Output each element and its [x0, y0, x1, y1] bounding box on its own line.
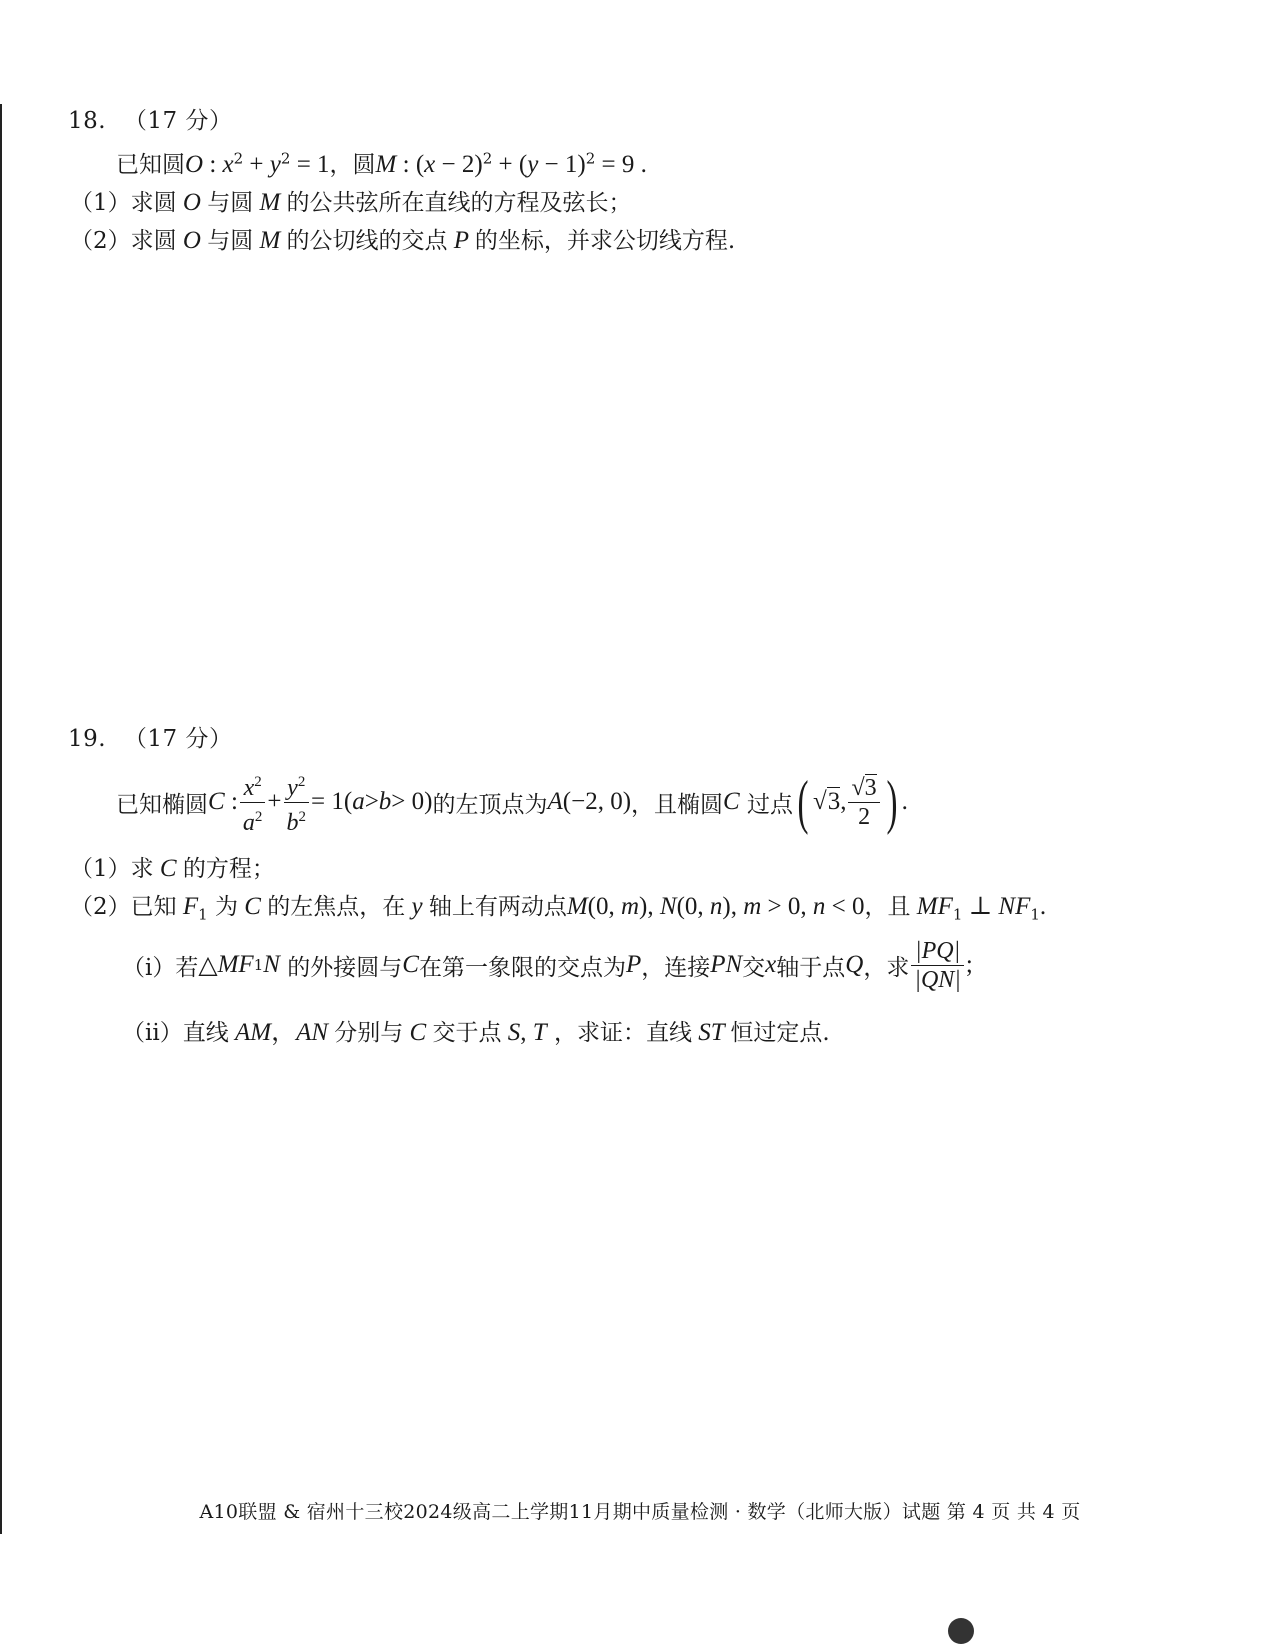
right-big-paren: ) — [886, 769, 898, 835]
q19-header — [68, 720, 232, 753]
formula-circle-m: M — [375, 151, 397, 178]
q18-p2-label: （2） — [70, 228, 131, 254]
q19-sub1-text-g: ，求 — [863, 954, 910, 981]
q19-sub1-label: （i） — [122, 954, 176, 981]
fraction-y2-b2: $\frac{y^2}{b^2}$ — [284, 768, 310, 837]
q18-p2-text-c: 的公切线的交点 — [286, 228, 448, 254]
q18-intro: 已知圆O : $x^2 + y^2 = 1$，圆M : $(x - 2)^2 + (y - 1)^2 = 9$ . — [116, 149, 647, 178]
fraction-x2-a2: $\frac{x^2}{a^2}$ — [240, 768, 266, 837]
q19-p2-text-d: 轴上有两动点 — [428, 894, 567, 920]
page-footer: A10联盟 & 宿州十三校2024级高二上学期11月期中质量检测 · 数学（北师大版）试题 第 4 页 共 4 页 — [199, 1501, 1081, 1523]
q19-intro-text: 已知椭圆 — [116, 791, 208, 818]
left-margin-rule — [0, 104, 2, 1534]
q18-p1-label: （1） — [70, 190, 131, 216]
q19-p2-text-a: 已知 — [130, 894, 177, 920]
q18-p1-text-c: 的公共弦所在直线的方程及弦长； — [286, 190, 632, 216]
q19-sub1-text-c: 在第一象限的交点为 — [418, 954, 626, 981]
q19-p2-text-e: ，且 — [864, 894, 911, 920]
q19-sub2-text-c: 交于点 — [432, 1020, 502, 1046]
q18-intro-mid: ，圆 — [329, 152, 376, 178]
q19-sub2-text-a: 直线 — [182, 1020, 229, 1046]
q19-points: （17 分） — [123, 726, 233, 752]
q18-p2-text-a: 求圆 — [130, 228, 177, 254]
q18-part2: （2）求圆 O 与圆 M 的公切线的交点 P 的坐标，并求公切线方程. — [70, 227, 736, 254]
q18-p2-text-d: 的坐标，并求公切线方程. — [474, 228, 736, 254]
q19-intro: 已知椭圆 C : $\frac{x^2}{a^2}$ + $\frac{y^2}{b^2}$ = 1( a > b > 0) 的左顶点为 A (−2, 0) ，且椭圆 C 过点 ( √3 , $\frac{√3}{2}$ ) . — [116, 769, 908, 836]
formula-circle-o: O — [185, 151, 204, 178]
q19-p2-text-b: 为 — [215, 894, 239, 920]
q19-p2-label: （2） — [70, 894, 131, 920]
q18-p1-text-b: 与圆 — [207, 190, 254, 216]
q18-intro-text: 已知圆 — [116, 152, 185, 178]
fraction-sqrt3-2: $\frac{√3}{2}$ — [848, 774, 879, 831]
q18-points: （17 分） — [123, 108, 233, 134]
q19-p1-text-b: 的方程； — [182, 856, 275, 882]
q19-sub2-text-d: ，求证：直线 — [553, 1020, 692, 1046]
q19-p1-label: （1） — [70, 856, 131, 882]
q19-sub2: （ii）直线 AM，AN 分别与 C 交于点 S, T ，求证：直线 ST 恒过定点. — [122, 1019, 830, 1046]
left-big-paren: ( — [797, 769, 809, 835]
q19-sub1-text-b: 的外接圆与 — [287, 954, 403, 981]
q19-p2-text-c: 的左焦点，在 — [267, 894, 406, 920]
q19-number: 19. — [68, 726, 107, 752]
q19-sub1-text-a: 若 — [175, 954, 199, 981]
q19-sub1: （i） 若 △ MF 1 N 的外接圆与 C 在第一象限的交点为 P ，连接 PN 交 x 轴于点 Q ，求 $\frac{|PQ|}{|QN|}$ ; — [122, 937, 973, 993]
q18-part1: （1）求圆 O 与圆 M 的公共弦所在直线的方程及弦长； — [70, 189, 632, 216]
fraction-pq-qn: $\frac{|PQ|}{|QN|}$ — [911, 937, 964, 994]
q18-p2-text-b: 与圆 — [207, 228, 254, 254]
sqrt3: √3 — [813, 788, 841, 815]
q18-p1-text-a: 求圆 — [130, 190, 177, 216]
q19-intro-mid3: 过点 — [747, 791, 794, 818]
q19-part2: （2）已知 $F_1$ 为 C 的左焦点，在 y 轴上有两动点M(0, m), N(0, n), m > 0, n < 0，且 $MF_1$ ⊥ $NF_1$. — [70, 893, 1047, 924]
q19-part1: （1）求 C 的方程； — [70, 855, 275, 882]
logo-partial-icon — [948, 1618, 974, 1644]
q18-header — [68, 102, 232, 135]
q19-intro-mid: 的左顶点为 — [432, 791, 548, 818]
q19-intro-mid2: ，且椭圆 — [631, 791, 724, 818]
q19-sub2-text-e: 恒过定点. — [730, 1020, 830, 1046]
q19-sub1-text-d: ，连接 — [641, 954, 711, 981]
q19-sub2-text-b: 分别与 — [334, 1020, 404, 1046]
q19-sub1-text-f: 轴于点 — [776, 954, 846, 981]
q19-sub2-label: （ii） — [122, 1020, 183, 1046]
q18-number: 18. — [68, 108, 107, 134]
q19-sub1-text-e: 交 — [742, 954, 766, 981]
q19-p1-text-a: 求 — [130, 856, 154, 882]
